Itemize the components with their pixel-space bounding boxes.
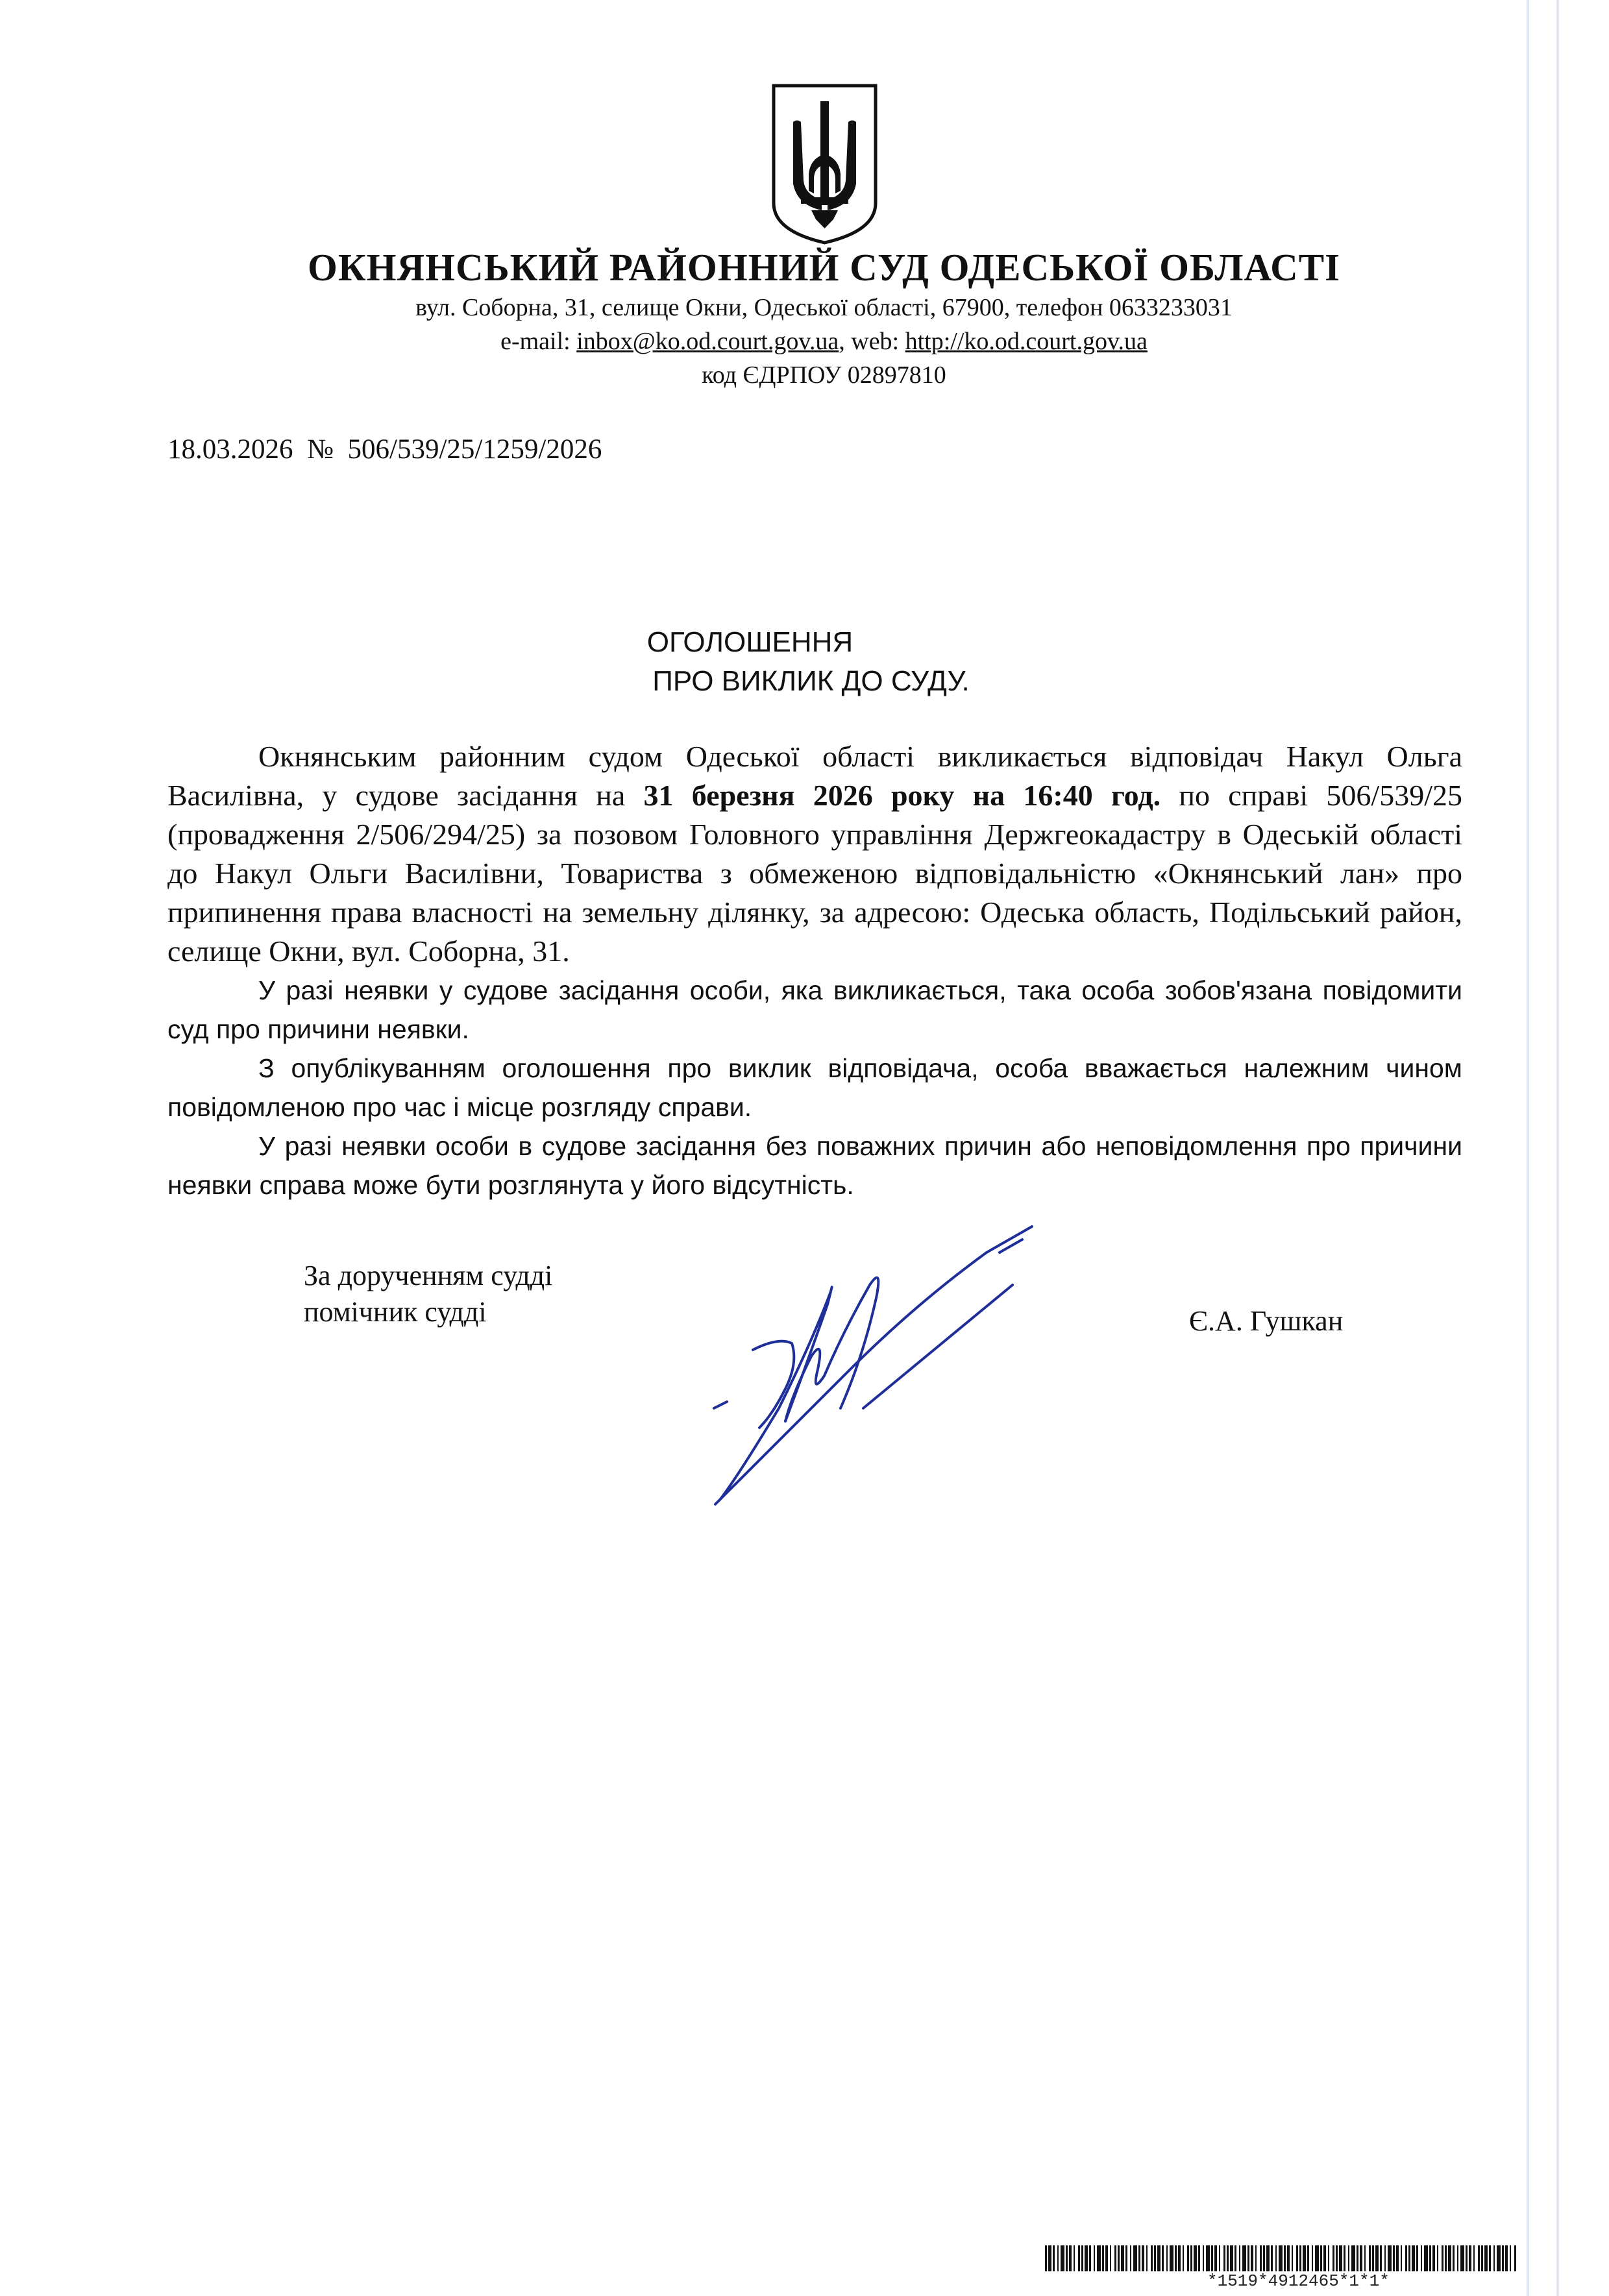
hearing-datetime: 31 березня 2026 року на 16:40 год. <box>643 779 1161 812</box>
body-paragraph <box>167 737 1462 971</box>
coat-of-arms-icon <box>771 83 878 245</box>
number-sign: № <box>307 434 334 465</box>
court-contacts <box>19 327 1609 356</box>
registration-line <box>167 434 602 465</box>
paragraph-text: по справі 506/539/25 (провадження 2/506/294/25) за позовом Головного управління Держгеокадастру в Одеській області до Накул Ольги Василівни, Товариства з обмеженою відповідальністю «Окнянський лан» про припинення права власності на земельну ділянку, за адресою: Одеська область, Подільський район, селище Окни, вул. Соборна, 31. <box>167 779 1462 968</box>
body-paragraph: З опублікуванням оголошення про виклик відповідача, особа вважається належним чином повідомленою про час і місце розгляду справи. <box>167 1053 1462 1122</box>
paragraph-text: Окнянським районним судом Одеської області викликається відповідач Накул Ольга Василівна, у судове засідання на <box>167 740 1462 812</box>
email-label: e-mail: <box>500 328 577 355</box>
body-paragraph: У разі неявки особи в судове засідання без поважних причин або неповідомлення про причини неявки справа може бути розглянута у його відсутність. <box>167 1131 1462 1200</box>
body-paragraph: У разі неявки у судове засідання особи, яка викликається, така особа зобов'язана повідомити суд про причини неявки. <box>167 975 1462 1044</box>
signatory-title <box>304 1258 552 1330</box>
barcode-number: *1519*4912465*1*1* <box>1207 2271 1390 2291</box>
document-barcode-icon <box>1045 2245 1519 2271</box>
notice-body <box>167 737 1462 1204</box>
signatory-line: За дорученням судді <box>304 1260 553 1291</box>
handwritten-signature <box>701 1214 1038 1525</box>
court-edrpou: код ЄДРПОУ 02897810 <box>702 361 946 389</box>
registration-date: 18.03.2026 <box>167 434 293 465</box>
email-link[interactable]: inbox@ko.od.court.gov.ua <box>576 328 839 355</box>
web-label: , web: <box>839 328 905 355</box>
web-link[interactable]: http://ko.od.court.gov.ua <box>905 328 1148 355</box>
signatory-name: Є.А. Гушкан <box>1189 1305 1344 1337</box>
court-address: вул. Соборна, 31, селище Окни, Одеської області, 67900, телефон 0633233031 <box>415 294 1233 321</box>
notice-subtitle: ПРО ВИКЛИК ДО СУДУ. <box>652 665 970 697</box>
court-name: ОКНЯНСЬКИЙ РАЙОННИЙ СУД ОДЕСЬКОЇ ОБЛАСТІ <box>307 246 1341 289</box>
signatory-line: помічник судді <box>304 1296 487 1328</box>
notice-title: ОГОЛОШЕННЯ <box>646 626 854 658</box>
registration-number: 506/539/25/1259/2026 <box>347 434 602 465</box>
